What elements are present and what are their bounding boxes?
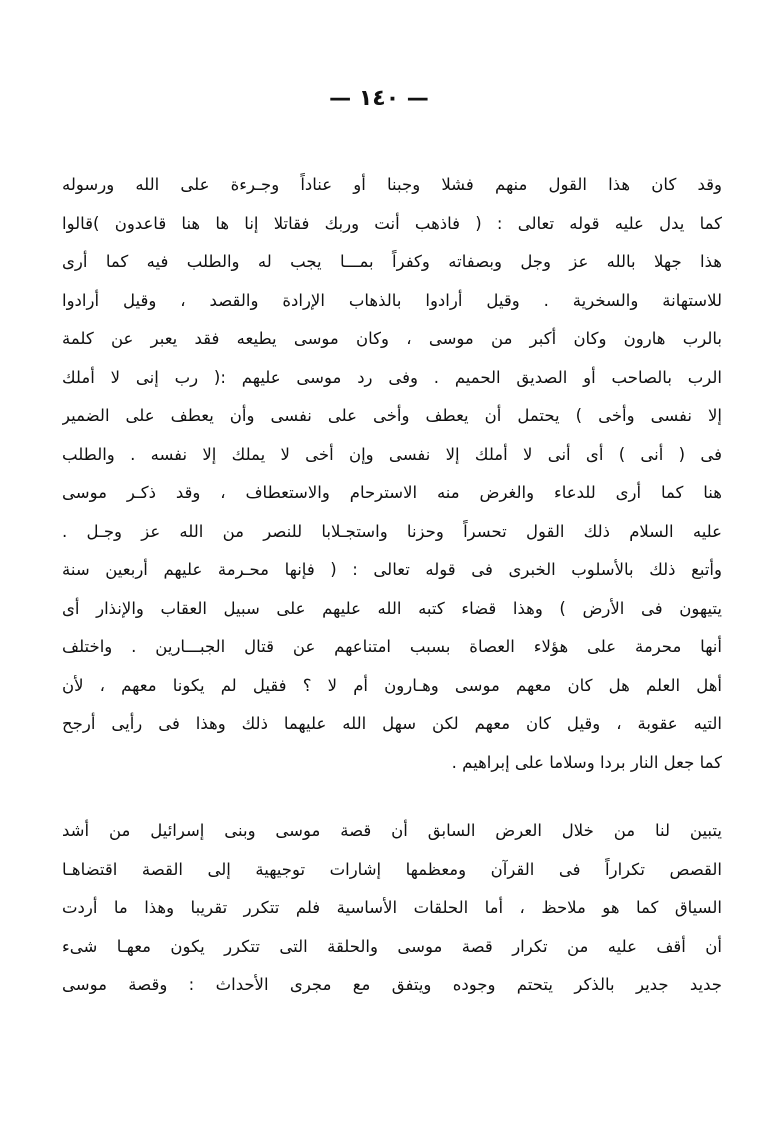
text-line: وأتبع ذلك بالأسلوب الخبرى فى قوله تعالى : ( فإنها محـرمة عليهم أربعين سنة — [62, 560, 722, 579]
text-line: أنها محرمة على هؤلاء العصاة بسبب امتناعهم عن قتال الجبـــارين . واختلف — [62, 637, 722, 656]
text-line: كما جعل النار بردا وسلاما على إبراهيم . — [451, 752, 722, 772]
text-line: عليه السلام ذلك القول تحسراً وحزنا واستجـلابا للنصر من الله عز وجـل . — [62, 521, 722, 541]
paragraph-1 — [62, 166, 722, 782]
text-line: يتبين لنا من خلال العرض السابق أن قصة موسى وبنى إسرائيل من أشد — [62, 821, 722, 840]
text-line: أهل العلم هل كان معهم موسى وهـارون أم لا ؟ فقيل لم يكونا معهم ، لأن — [62, 675, 722, 695]
text-line: التيه عقوبة ، وقيل كان معهم لكن سهل الله عليهما ذلك وهذا فى رأيى أرجح — [62, 714, 722, 733]
text-line: جديد جدير بالذكر يتحتم وجوده ويتفق مع مجرى الأحداث : وقصة موسى — [62, 975, 722, 994]
text-line: هنا كما أرى للدعاء والغرض منه الاسترحام والاستعطاف ، وقد ذكـر موسى — [62, 483, 722, 502]
text-line: السياق كما هو ملاحظ ، أما الحلقات الأساسية فلم تتكرر تقريبا وهذا ما أردت — [62, 898, 722, 917]
paragraph-2 — [62, 812, 722, 1005]
text-line: إلا نفسى وأخى ) يحتمل أن يعطف وأخى على نفسى وأن يعطف على الضمير — [62, 406, 722, 425]
text-line: الرب بالصاحب أو الصديق الحميم . وفى رد موسى عليهم :( رب إنى لا أملك — [62, 367, 722, 387]
text-line: القصص تكراراً فى القرآن ومعظمها إشارات توجيهية إلى القصة اقتضاهـا — [62, 859, 722, 879]
text-line: يتيهون فى الأرض ) وهذا قضاء كتبه الله عليهم على سبيل العقاب والإنذار أى — [62, 598, 722, 618]
text-line: بالرب هارون وكان أكبر من موسى ، وكان موسى يطيعه فقد يعبر عن كلمة — [62, 329, 722, 348]
text-line: للاستهانة والسخرية . وقيل أرادوا بالذهاب الإرادة والقصد ، وقيل أرادوا — [62, 290, 722, 310]
text-line: أن أقف عليه من تكرار قصة موسى والحلقة التى تتكرر يكون معهـا شىء — [62, 936, 722, 956]
text-line: كما يدل عليه قوله تعالى : ( فاذهب أنت وربك فقاتلا إنا ها هنا قاعدون )قالوا — [62, 213, 722, 233]
page-number: — ١٤٠ — — [329, 86, 429, 111]
text-line: فى ( أنى ) أى أنى لا أملك إلا نفسى وإن أخى لا يملك إلا نفسه . والطلب — [62, 444, 722, 464]
text-line: هذا جهلا بالله عز وجل وبصفاته وكفراً بمـــا يجب له والطلب فيه كما أرى — [62, 252, 722, 271]
text-line: وقد كان هذا القول منهم فشلا وجبنا أو عناداً وجـرءة على الله ورسوله — [62, 175, 722, 194]
